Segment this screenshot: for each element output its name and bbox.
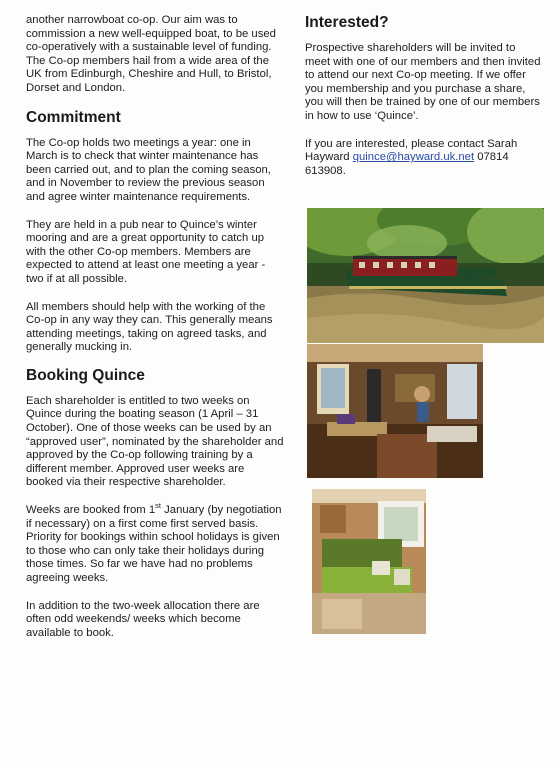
booking-paragraph-1: Each shareholder is entitled to two weeks on Quince during the boating season (1 April – 31 October). One of those weeks can be used by an “approved user”, nominated by the shareholder and approved by the Co-op following training by a different member. Approved user weeks are booked via their respective shareholder.: [26, 394, 284, 489]
intro-paragraph: another narrowboat co-op. Our aim was to commission a new well-equipped boat, to be used co-operatively with a sustainable level of funding. The Co-op members hail from a wide area of the UK from Edinburgh, Cheshire and Hull, to Bristol, Dorset and London.: [26, 14, 276, 94]
booking-paragraph-2: [26, 501, 284, 586]
commitment-heading: Commitment: [26, 108, 121, 126]
booking-paragraph-3: In addition to the two-week allocation there are often odd weekends/ weeks which become available to book.: [26, 599, 260, 639]
booking-p2-start: Weeks are booked from 1: [26, 504, 156, 517]
galley-interior-photo: [307, 344, 483, 478]
interested-paragraph-1: Prospective shareholders will be invited to meet with one of our members and then invited to attend our next Co-op meeting. If we offer you membership and you purchase a share, you will then be trained by one of our members in how to use ‘Quince’.: [305, 42, 541, 122]
saloon-interior-photo: [312, 489, 426, 634]
narrowboat-image: [307, 208, 544, 343]
contact-phone: 07814 613908.: [305, 151, 509, 177]
booking-p2-rest: January (by negotiation if necessary) on a first come first served basis. Priority for bookings within school holidays is given to those who can only take their holidays during those times. So far we have had no problems agreeing weeks.: [26, 504, 282, 584]
left-column: [26, 14, 284, 654]
commitment-paragraph-2: They are held in a pub near to Quince’s winter mooring and are a great opportunity to catch up with the other Co-op members. Members are expected to attend at least one meeting a year - two if at all possible.: [26, 218, 266, 285]
email-link[interactable]: quince@hayward.uk.net: [352, 151, 475, 164]
commitment-paragraph-3: All members should help with the working of the Co-op in any way they can. This generally means attending meetings, taking on agreed tasks, and generally mucking in.: [26, 300, 273, 354]
contact-paragraph: [305, 138, 541, 179]
narrowboat-photo: [307, 208, 544, 343]
commitment-paragraph-1: The Co-op holds two meetings a year: one in March is to check that winter maintenance has been carried out, and to plan the coming season, and in November to review the previous season and agree winter maintenance requirements.: [26, 136, 271, 203]
saloon-image: [312, 489, 426, 634]
galley-image: [307, 344, 483, 478]
booking-heading: Booking Quince: [26, 366, 145, 384]
contact-text: If you are interested, please contact Sarah Hayward: [305, 137, 518, 164]
ordinal-suffix: st: [155, 501, 161, 511]
right-column: [305, 14, 541, 192]
interested-heading: Interested?: [305, 14, 389, 31]
